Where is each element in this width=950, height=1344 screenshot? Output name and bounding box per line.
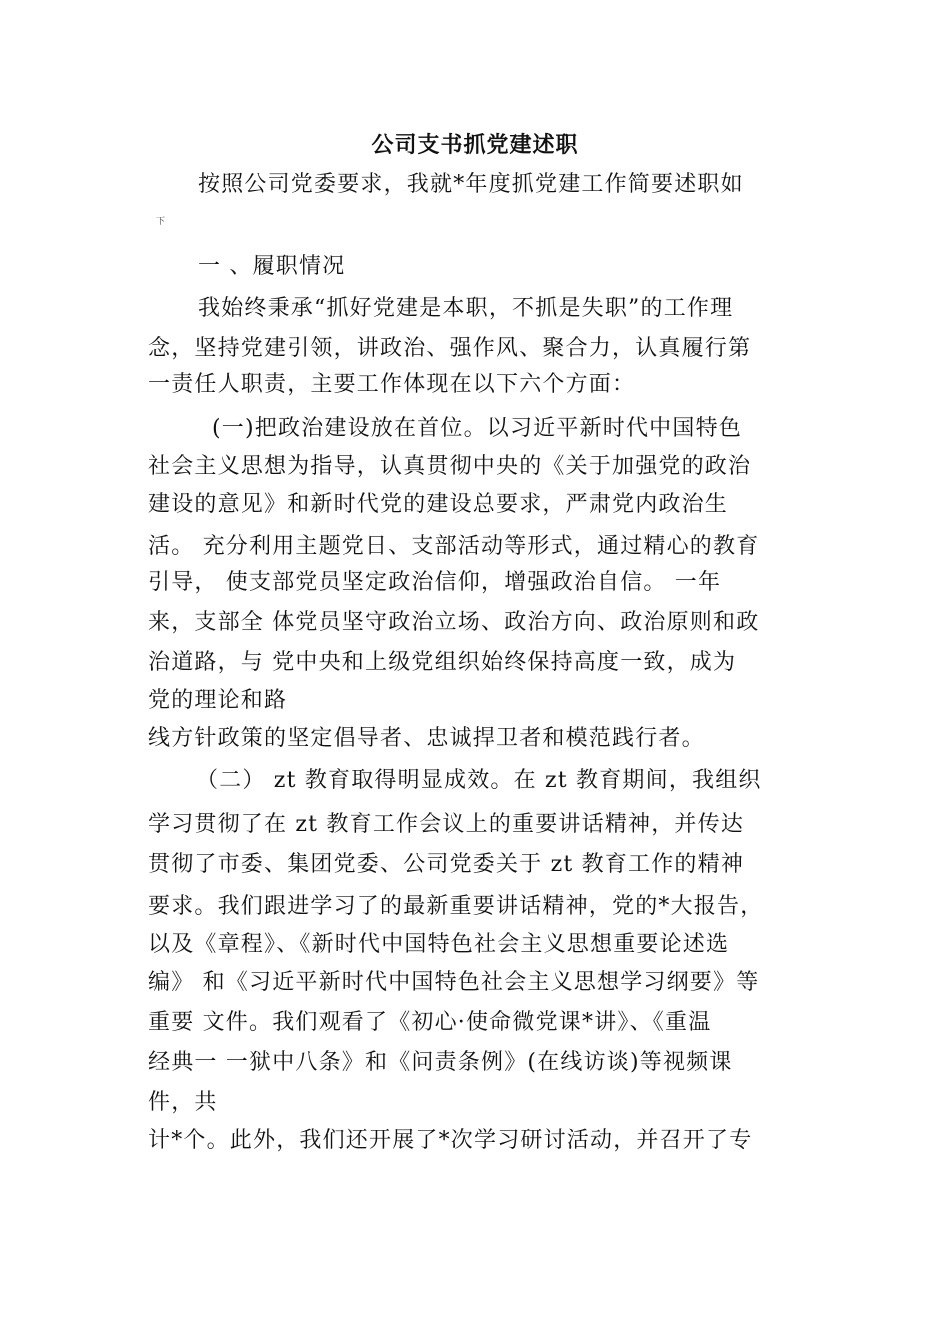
paragraph-line: 引导， 使支部党员坚定政治信仰，增强政治自信。 一年 <box>148 570 722 595</box>
paragraph-line: 重要 文件。我们观看了《初心·使命微党课*讲》、《重温 <box>148 1010 712 1035</box>
paragraph-line: 按照公司党委要求，我就*年度抓党建工作简要述职如 <box>198 172 744 197</box>
paragraph-line: 编》 和《习近平新时代中国特色社会主义思想学习纲要》等 <box>148 970 760 995</box>
paragraph-line: 学习贯彻了在 zt 教育工作会议上的重要讲话精神，并传达 <box>148 812 745 837</box>
paragraph-line: (一)把政治建设放在首位。以习近平新时代中国特色 <box>212 416 742 441</box>
paragraph-line: 要求。我们跟进学习了的最新重要讲话精神，党的*大报告， <box>148 894 764 919</box>
paragraph-line: 线方针政策的坚定倡导者、忠诚捍卫者和模范践行者。 <box>148 726 705 751</box>
paragraph-line: （二） zt 教育取得明显成效。在 zt 教育期间，我组织 <box>196 768 762 793</box>
paragraph-line: 一责任人职责，主要工作体现在以下六个方面： <box>148 372 636 397</box>
paragraph-line: 下 <box>156 217 166 227</box>
paragraph-line: 活。 充分利用主题党日、支部活动等形式，通过精心的教育 <box>148 534 760 559</box>
paragraph-line: 经典一 一狱中八条》和《问责条例》(在线访谈)等视频课 <box>148 1050 733 1075</box>
paragraph-line: 计*个。此外，我们还开展了*次学习研讨活动，并召开了专 <box>148 1128 753 1153</box>
document-title: 公司支书抓党建述职 <box>371 132 579 158</box>
paragraph-line: 党的理论和路 <box>148 688 288 713</box>
section-heading: 一 、履职情况 <box>198 254 346 279</box>
paragraph-line: 建设的意见》和新时代党的建设总要求，严肃党内政治生 <box>148 492 729 517</box>
paragraph-line: 以及《章程》、《新时代中国特色社会主义思想重要论述选 <box>148 932 730 957</box>
paragraph-line: 念，坚持党建引领，讲政治、强作风、聚合力，认真履行第 <box>148 336 752 361</box>
paragraph-line: 治道路，与 党中央和上级党组织始终保持高度一致，成为 <box>148 650 737 675</box>
paragraph-line: 贯彻了市委、集团党委、公司党委关于 zt 教育工作的精神 <box>148 852 745 877</box>
paragraph-line: 我始终秉承“抓好党建是本职，不抓是失职”的工作理 <box>198 296 734 321</box>
paragraph-line: 社会主义思想为指导，认真贯彻中央的《关于加强党的政治 <box>148 454 752 479</box>
paragraph-line: 件，共 <box>148 1090 218 1115</box>
paragraph-line: 来，支部全 体党员坚守政治立场、政治方向、政治原则和政 <box>148 610 760 635</box>
